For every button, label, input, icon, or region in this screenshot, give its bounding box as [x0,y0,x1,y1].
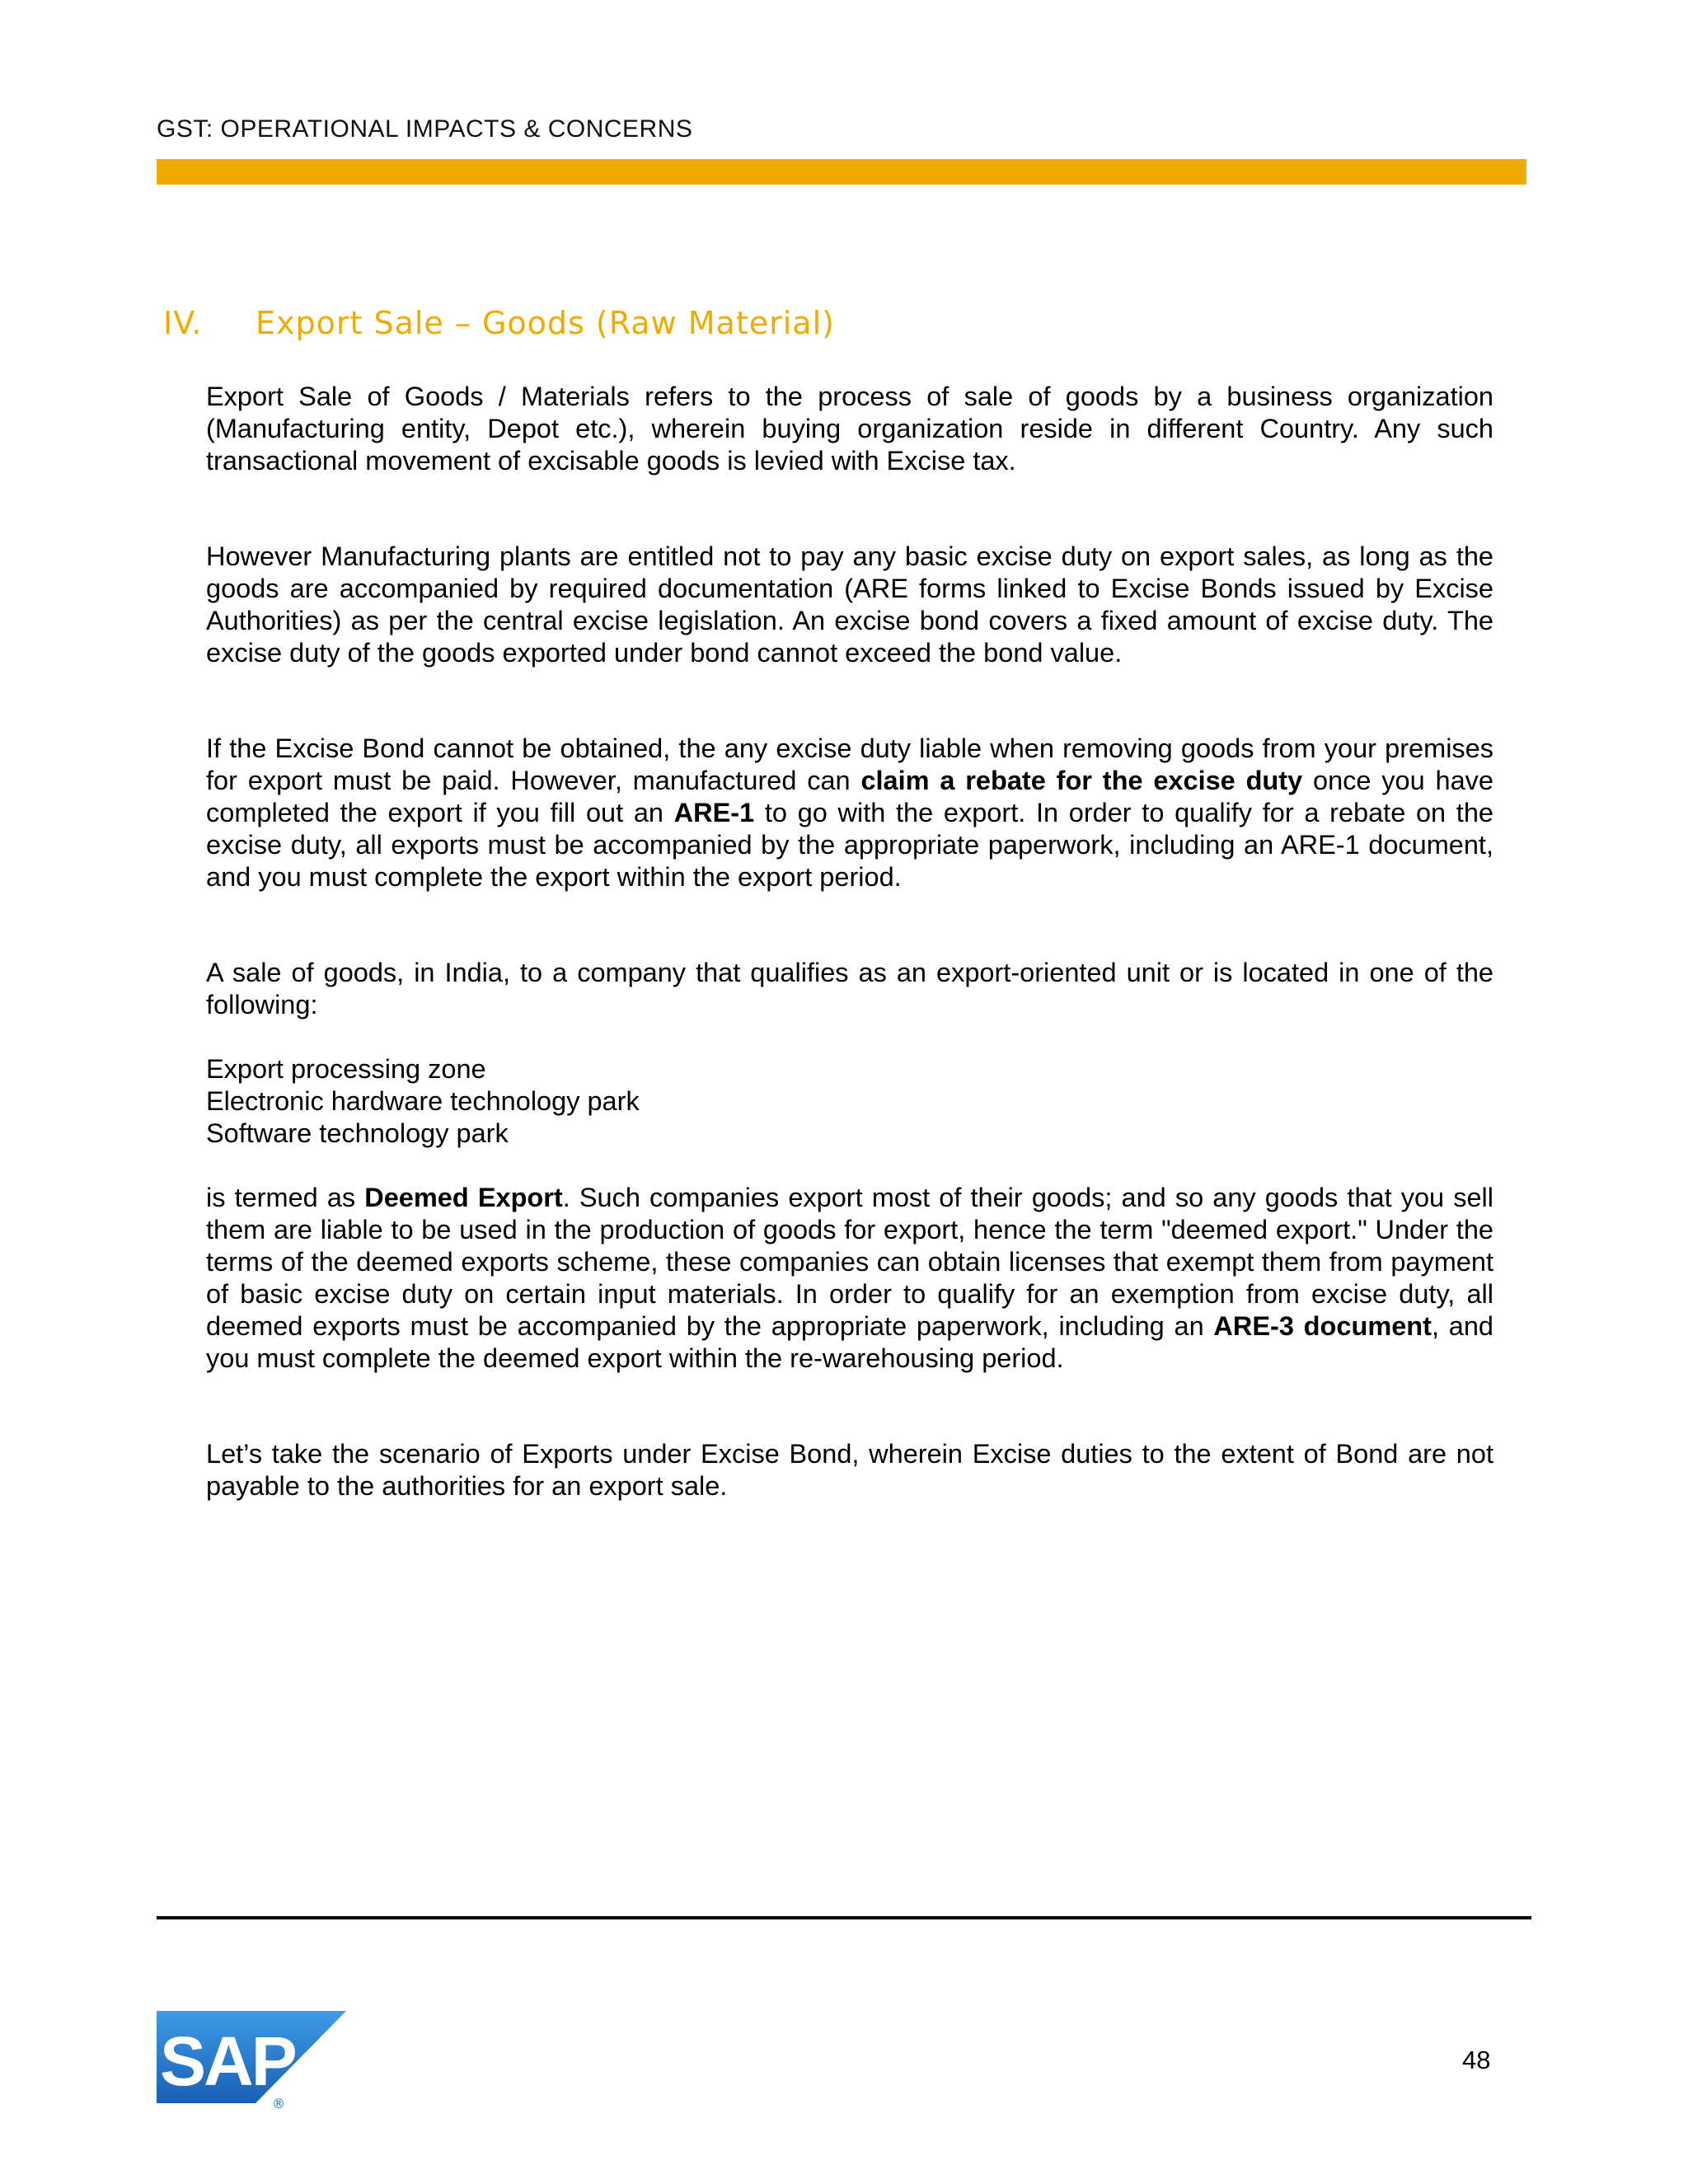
header-title: GST: OPERATIONAL IMPACTS & CONCERNS [157,115,693,143]
paragraph-5-bold-deemed-export: Deemed Export [364,1183,563,1212]
paragraph-6: Let’s take the scenario of Exports under Excise Bond, wherein Excise duties to the extent of Bond are not payable to the authorities for an export sale. [206,1439,1493,1501]
paragraph-4: A sale of goods, in India, to a company that qualifies as an export-oriented unit or is located in one of the following: [206,958,1493,1019]
list-item: Electronic hardware technology park [206,1086,640,1116]
paragraph-3-text: If the Excise Bond cannot be obtained, the any excise duty liable when removing goods from your premises for export must be paid. However, manufactured can [206,733,1493,795]
list-item: Software technology park [206,1118,509,1148]
zone-list [206,1053,1493,1150]
paragraph-3-bold-are1: ARE-1 [673,798,755,827]
list-item: Export processing zone [206,1054,486,1084]
paragraph-3-text: once you have completed the export if you fill out an [206,766,1493,827]
page-number: 48 [1462,2046,1491,2074]
paragraph-3 [206,733,1493,893]
body-content [206,381,1493,1502]
paragraph-5 [206,1182,1493,1375]
paragraph-5-text: , and you must complete the deemed export within the re-warehousing period. [206,1311,1493,1373]
paragraph-2: However Manufacturing plants are entitled not to pay any basic excise duty on export sales, as long as the goods are accompanied by required documentation (ARE forms linked to Excise Bonds issued by Excise Authorities) as per the central excise legislation. An excise bond covers a fixed amount of excise duty. The excise duty of the goods exported under bond cannot exceed the bond value. [206,541,1493,668]
paragraph-3-bold-rebate: claim a rebate for the excise duty [860,766,1303,795]
section-heading [163,305,835,341]
footer-rule [157,1916,1531,1919]
sap-logo [157,2011,354,2118]
section-number: IV. [163,305,203,341]
paragraph-5-text: . Such companies export most of their goods; and so any goods that you sell them are liable to be used in the production of goods for export, hence the term "deemed export." Under the terms of the deemed exports scheme, these companies can obtain licenses that exempt them from payment of basic excise duty on certain input materials. In order to qualify for an exemption from excise duty, all deemed exports must be accompanied by the appropriate paperwork, including an [206,1183,1493,1341]
paragraph-1: Export Sale of Goods / Materials refers to the process of sale of goods by a business organization (Manufacturing entity, Depot etc.), wherein buying organization reside in different Country. Any such transactional movement of excisable goods is levied with Excise tax. [206,382,1493,476]
logo-registered-mark: ® [272,2096,285,2111]
header-bar [157,159,1526,185]
logo-text: SAP [160,2022,295,2100]
paragraph-5-bold-are3: ARE-3 document [1213,1311,1432,1341]
paragraph-5-text: is termed as [206,1183,365,1212]
section-title: Export Sale – Goods (Raw Material) [256,305,835,341]
paragraph-3-text: to go with the export. In order to qualify for a rebate on the excise duty, all exports must be accompanied by the appropriate paperwork, including an ARE-1 document, and you must complete the export within the export period. [206,798,1493,892]
